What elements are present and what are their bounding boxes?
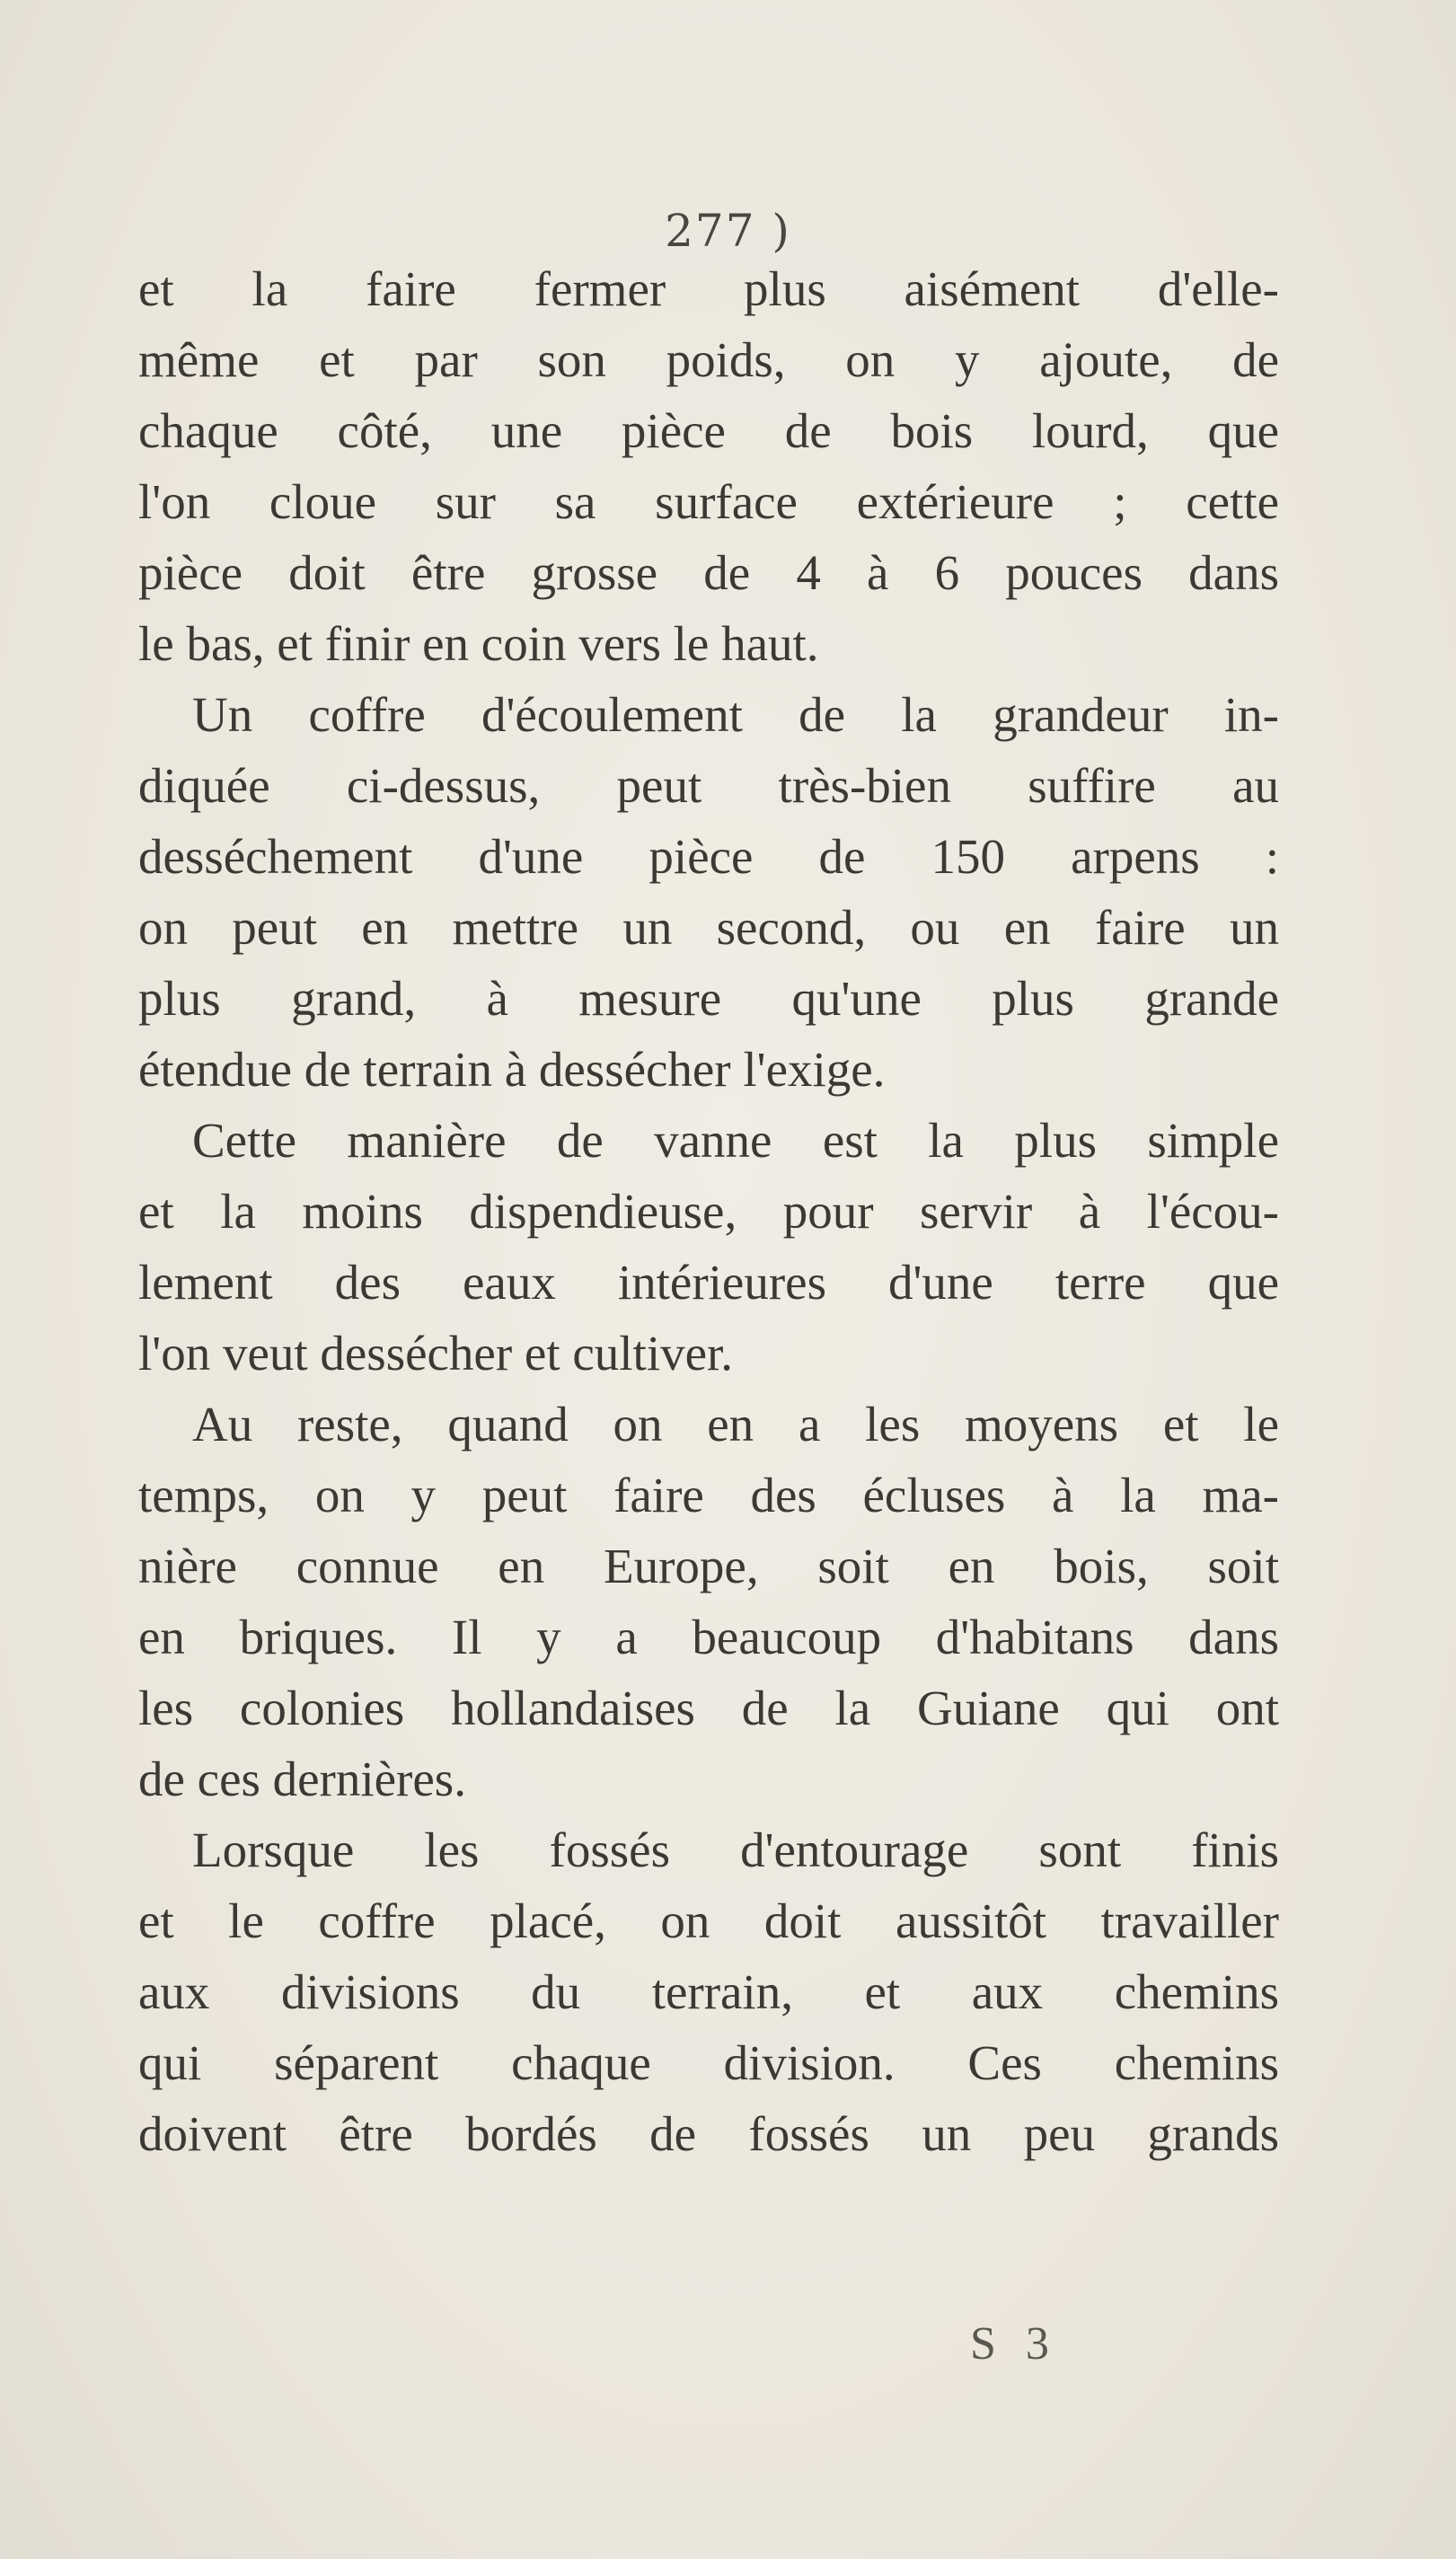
text-line: qui séparent chaque division. Ces chemins	[138, 2035, 1279, 2090]
text-line: chaque côté, une pièce de bois lourd, que	[138, 403, 1279, 458]
text-line: Cette manière de vanne est la plus simple	[192, 1113, 1279, 1168]
text-line: de ces dernières.	[138, 1752, 466, 1806]
paragraph	[138, 1389, 1279, 1814]
text-line: le bas, et finir en coin vers le haut.	[138, 616, 819, 671]
text-line: aux divisions du terrain, et aux chemins	[138, 1964, 1279, 2019]
text-line: les colonies hollandaises de la Guiane qui ont	[138, 1681, 1279, 1735]
paragraph	[138, 1105, 1279, 1389]
text-line: Au reste, quand on en a les moyens et le	[192, 1397, 1279, 1452]
text-line: lement des eaux intérieures d'une terre que	[138, 1255, 1279, 1310]
text-line: Lorsque les fossés d'entourage sont finis	[192, 1822, 1279, 1877]
text-line: on peut en mettre un second, ou en faire un	[138, 900, 1279, 955]
signature-mark: S 3	[970, 2318, 1058, 2369]
paragraph	[138, 253, 1279, 679]
text-line: Un coffre d'écoulement de la grandeur in-	[192, 687, 1279, 742]
text-line: desséchement d'une pièce de 150 arpens :	[138, 829, 1279, 884]
page-body	[138, 253, 1279, 2169]
text-line: diquée ci-dessus, peut très-bien suffire au	[138, 758, 1279, 813]
text-line: et la faire fermer plus aisément d'elle-	[138, 261, 1279, 316]
page-number: 277 )	[665, 205, 791, 257]
text-line: doivent être bordés de fossés un peu grands	[138, 2106, 1279, 2161]
text-line: plus grand, à mesure qu'une plus grande	[138, 971, 1279, 1026]
text-line: même et par son poids, on y ajoute, de	[138, 332, 1279, 387]
text-line: nière connue en Europe, soit en bois, soit	[138, 1539, 1279, 1593]
text-line: pièce doit être grosse de 4 à 6 pouces dans	[138, 545, 1279, 600]
text-line: l'on cloue sur sa surface extérieure ; cette	[138, 474, 1279, 529]
text-line: étendue de terrain à dessécher l'exige.	[138, 1042, 886, 1097]
paragraph	[138, 1814, 1279, 2169]
text-line: et le coffre placé, on doit aussitôt travailler	[138, 1893, 1279, 1948]
text-line: l'on veut dessécher et cultiver.	[138, 1326, 734, 1381]
text-line: en briques. Il y a beaucoup d'habitans dans	[138, 1610, 1279, 1664]
text-line: et la moins dispendieuse, pour servir à l'écou-	[138, 1184, 1279, 1239]
paragraph	[138, 679, 1279, 1105]
text-line: temps, on y peut faire des écluses à la ma-	[138, 1468, 1279, 1522]
